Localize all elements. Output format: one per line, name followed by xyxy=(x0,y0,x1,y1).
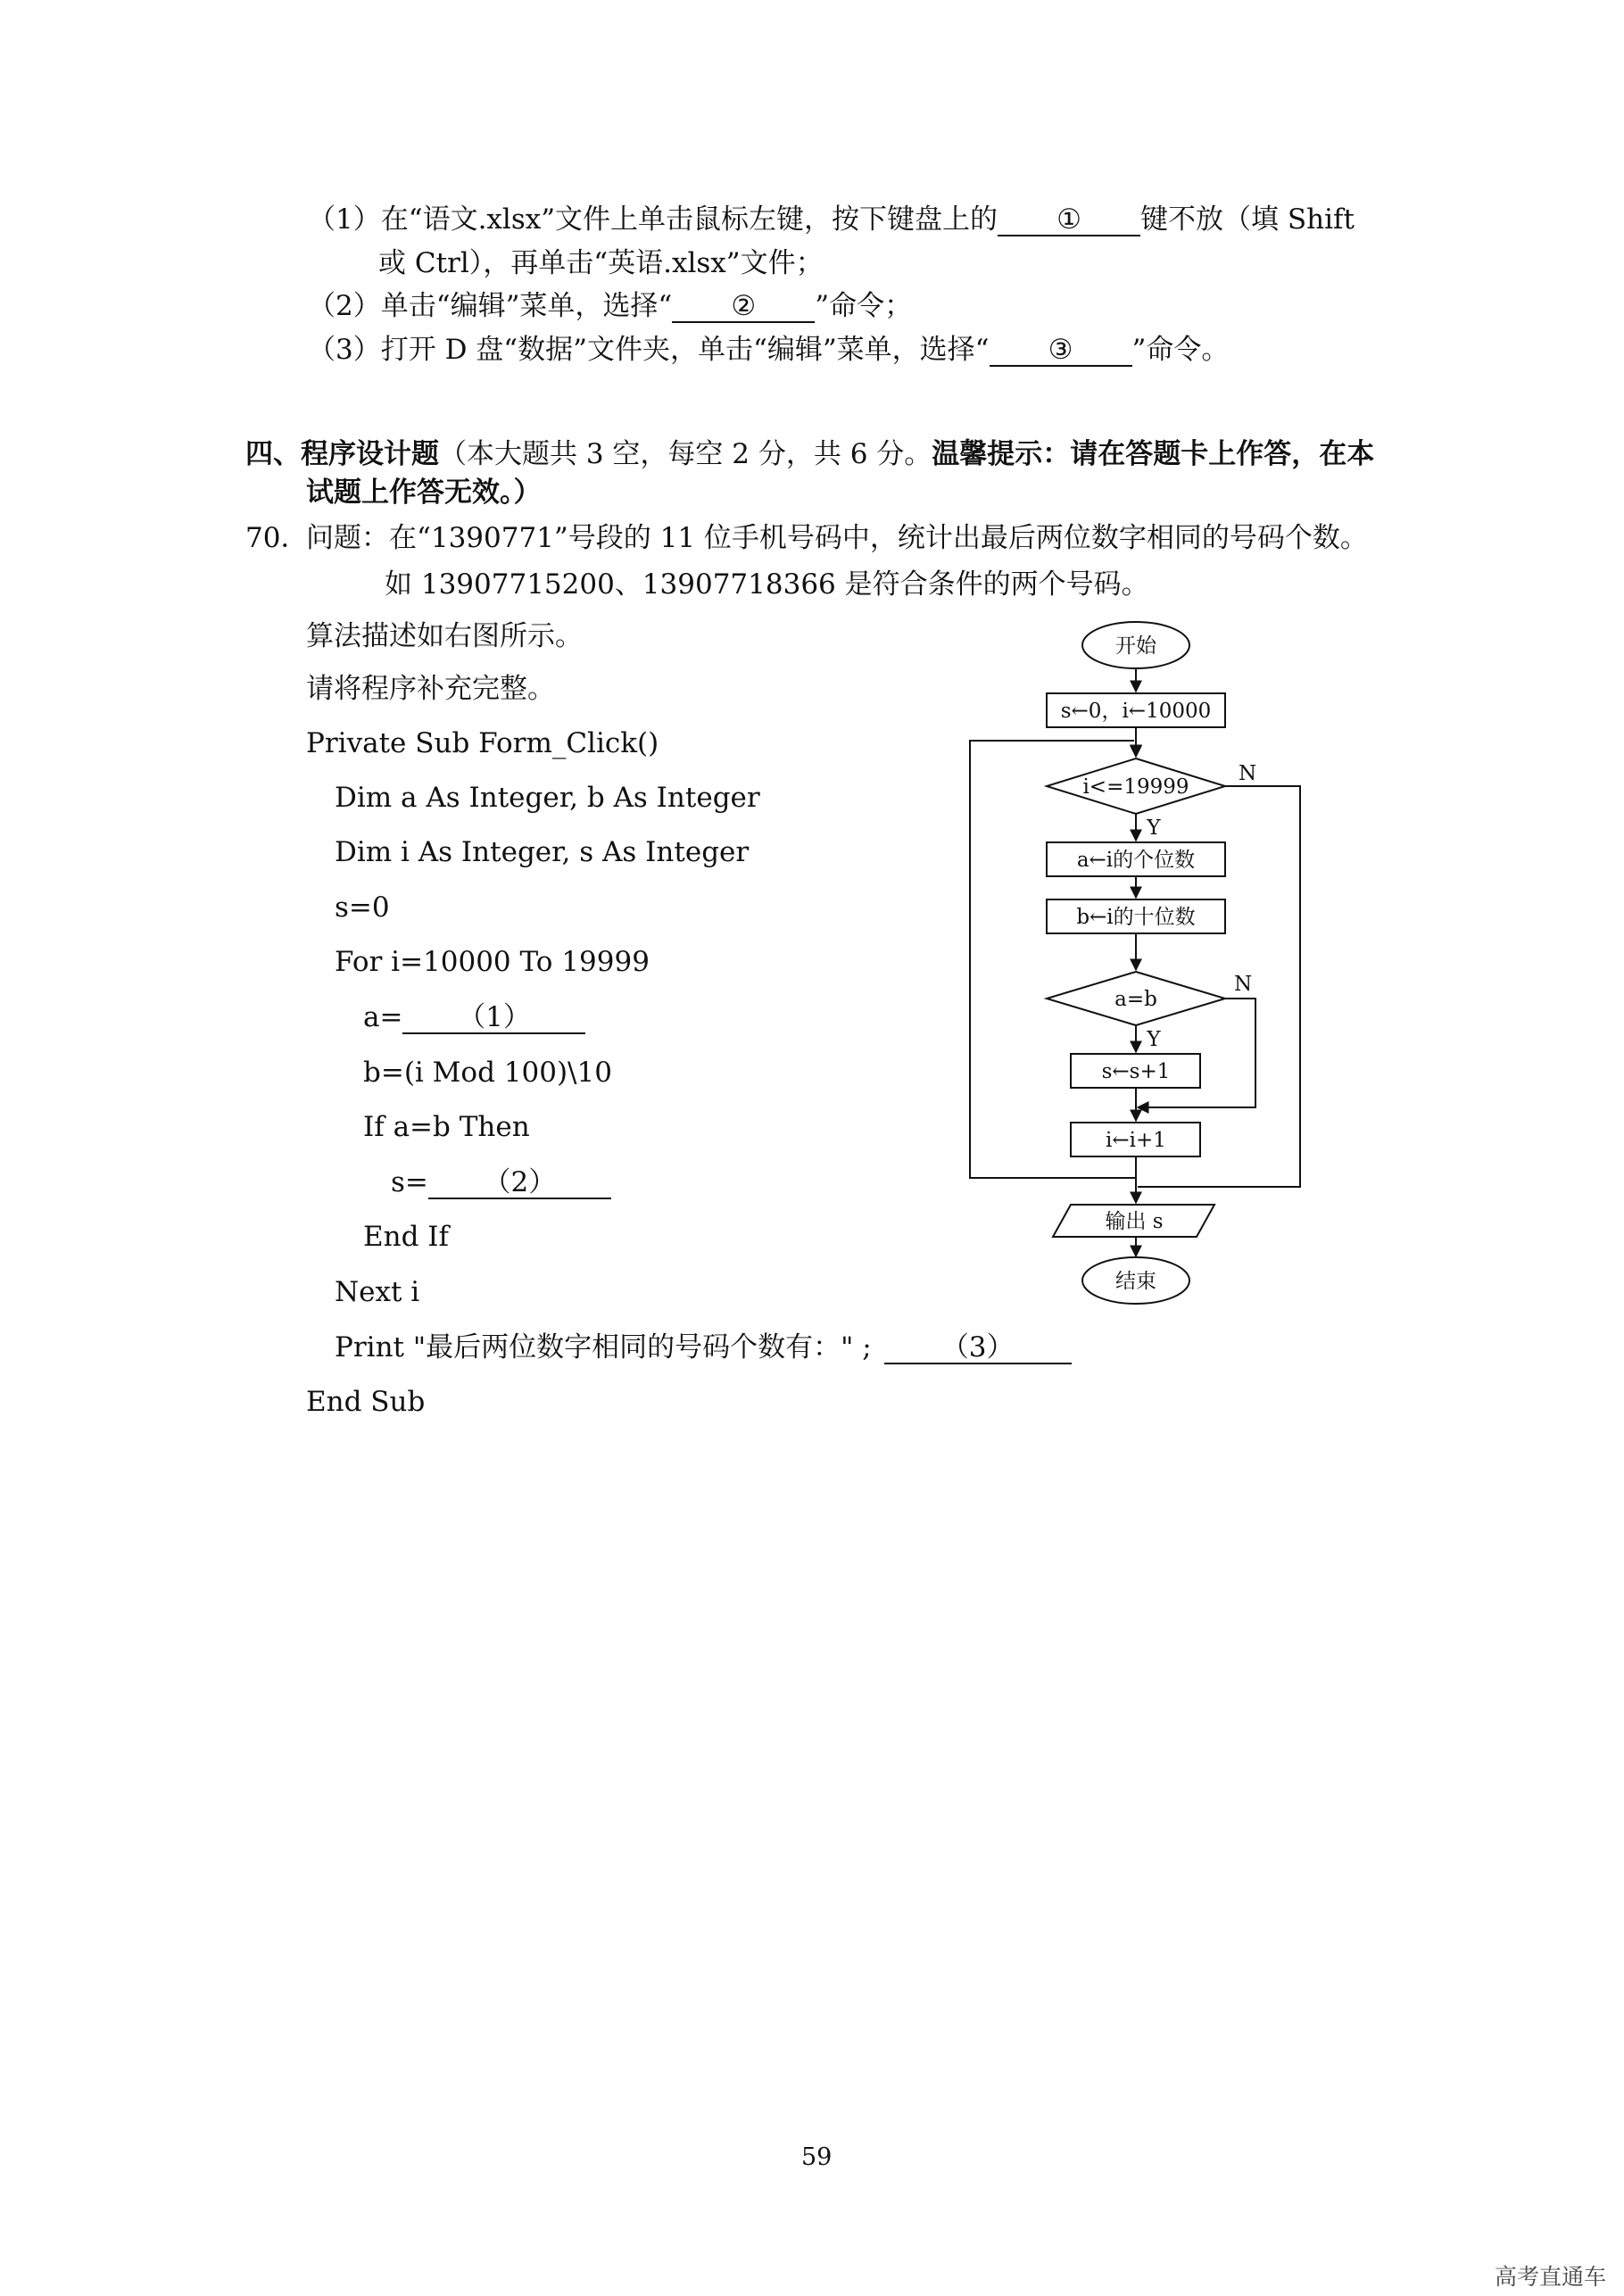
code-line-10: End If xyxy=(363,1221,450,1253)
flow-start-label: 开始 xyxy=(1115,634,1156,658)
section4-note: （本大题共 3 空，每空 2 分，共 6 分。 xyxy=(439,438,932,470)
code-line-3: Dim i As Integer, s As Integer xyxy=(335,836,750,868)
q70-desc2: 请将程序补充完整。 xyxy=(306,673,555,705)
code-line-2: Dim a As Integer, b As Integer xyxy=(335,782,760,814)
code-line-11: Next i xyxy=(335,1276,420,1308)
code-line-9 xyxy=(391,1165,611,1200)
flow-cond1-no-label: N xyxy=(1238,762,1257,785)
q70-problem: 问题：在“1390771”号段的 11 位手机号码中，统计出最后两位数字相同的号码个数。 xyxy=(306,522,1368,554)
flow-cond1-label: i<=19999 xyxy=(1082,775,1189,799)
blank-1: ① xyxy=(998,204,1140,236)
step2-line xyxy=(308,288,912,324)
code-a-assign: a= xyxy=(363,1001,403,1033)
section4-tip: 温馨提示：请在答题卡上作答，在本 xyxy=(932,438,1375,470)
step1-text-b: 键不放（填 Shift xyxy=(1140,203,1355,236)
code-line-13: End Sub xyxy=(306,1386,426,1418)
flow-cond1-yes-label: Y xyxy=(1147,816,1161,840)
blank-3: ③ xyxy=(990,335,1132,367)
flow-inc-s-label: s←s+1 xyxy=(1101,1060,1171,1083)
code-blank-1: （1） xyxy=(402,1002,585,1034)
code-line-7: b=(i Mod 100)\10 xyxy=(363,1057,612,1089)
q70-example: 如 13907715200、13907718366 是符合条件的两个号码。 xyxy=(385,568,1149,601)
q70-number: 70． xyxy=(245,522,309,554)
q70-desc1: 算法描述如右图所示。 xyxy=(306,620,583,652)
code-line-5: For i=10000 To 19999 xyxy=(335,946,650,978)
step1-text: （1）在“语文.xlsx”文件上单击鼠标左键，按下键盘上的 xyxy=(308,203,998,236)
code-line-1: Private Sub Form_Click() xyxy=(306,727,659,759)
flow-step-b-label: b←i的十位数 xyxy=(1076,906,1196,929)
code-print: Print "最后两位数字相同的号码个数有：" ; xyxy=(335,1331,872,1364)
flow-inc-i-label: i←i+1 xyxy=(1106,1129,1166,1152)
step2-text-b: ”命令； xyxy=(815,290,913,322)
step2-text: （2）单击“编辑”菜单，选择“ xyxy=(308,290,673,322)
algorithm-flowchart xyxy=(959,616,1334,1312)
flow-output-label: 输出 s xyxy=(1105,1210,1164,1233)
flow-init-label: s←0，i←10000 xyxy=(1060,700,1212,723)
code-line-6 xyxy=(363,999,585,1035)
code-line-8: If a=b Then xyxy=(363,1111,530,1143)
section4-heading xyxy=(245,436,1374,472)
blank-2: ② xyxy=(672,291,815,323)
watermark: 高考直通车 xyxy=(1495,2264,1607,2290)
code-line-12 xyxy=(335,1330,1072,1365)
step3-line xyxy=(308,332,1229,368)
step3-text-b: ”命令。 xyxy=(1131,334,1230,366)
flow-end-label: 结束 xyxy=(1115,1270,1156,1293)
flow-step-a-label: a←i的个位数 xyxy=(1076,849,1196,872)
flow-cond2-yes-label: Y xyxy=(1147,1028,1161,1051)
section4-tip-cont: 试题上作答无效。） xyxy=(306,477,542,509)
code-line-4: s=0 xyxy=(335,891,390,924)
step1-cont: 或 Ctrl），再单击“英语.xlsx”文件； xyxy=(378,247,824,279)
code-s-assign: s= xyxy=(391,1166,428,1198)
code-blank-2: （2） xyxy=(428,1167,611,1199)
step1-line xyxy=(308,202,1355,237)
section4-title: 四、程序设计题 xyxy=(245,438,439,470)
page-number: 59 xyxy=(801,2143,833,2171)
flow-cond2-no-label: N xyxy=(1233,973,1253,996)
flow-cond2-label: a=b xyxy=(1114,988,1157,1011)
step3-text: （3）打开 D 盘“数据”文件夹，单击“编辑”菜单，选择“ xyxy=(308,334,990,366)
code-blank-3: （3） xyxy=(884,1332,1072,1364)
